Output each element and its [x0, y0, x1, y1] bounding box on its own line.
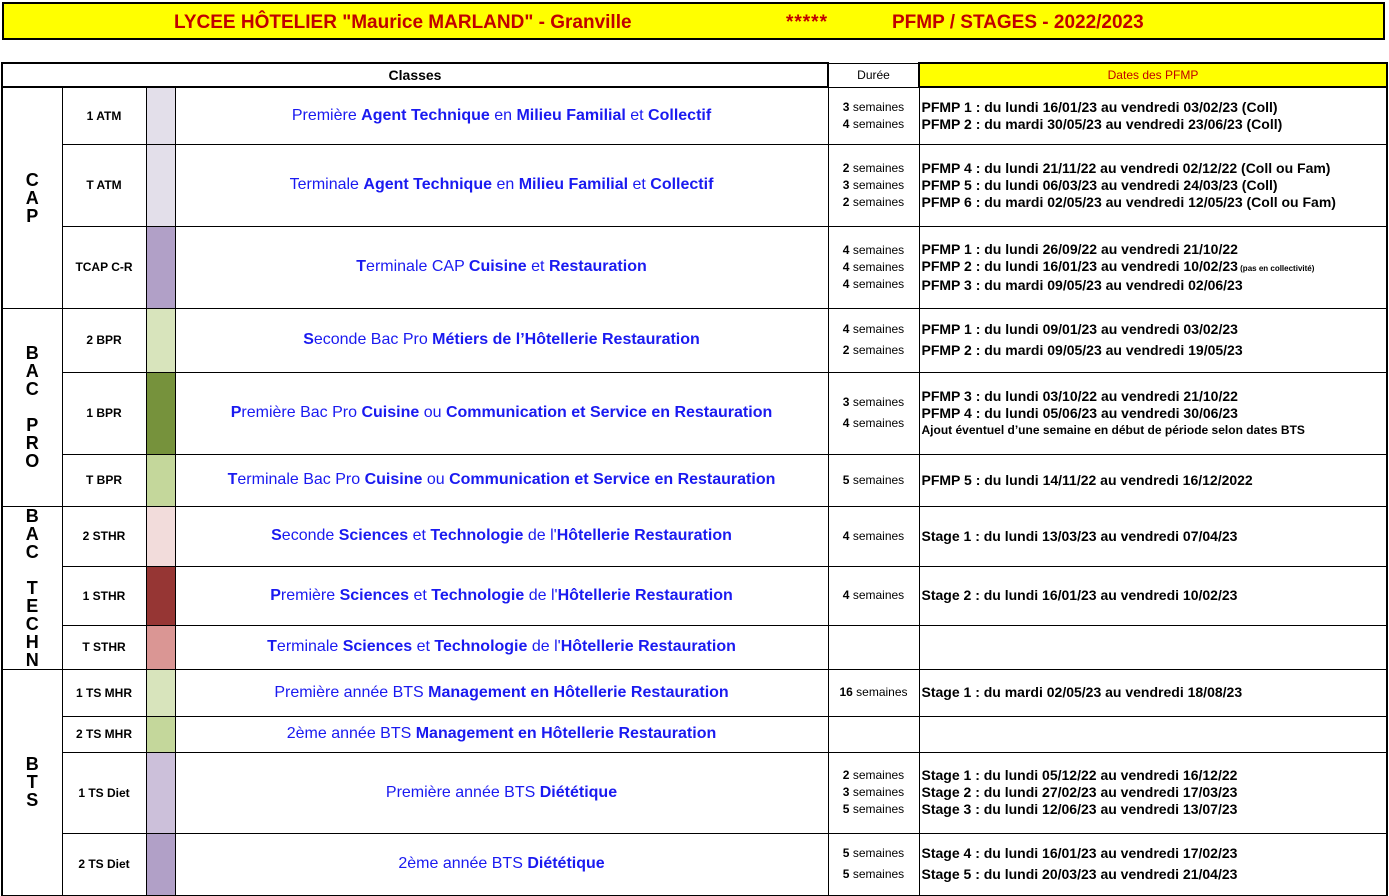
class-code: T STHR [62, 625, 146, 669]
group-label-text: C A P [25, 169, 39, 226]
class-title-part: Terminale [289, 176, 364, 193]
duration-cell [828, 308, 919, 372]
class-title-part: 2ème année BTS [398, 855, 528, 872]
pfmp-dates-cell [919, 87, 1387, 144]
pfmp-period [922, 99, 1387, 116]
class-title-part: econde Bac Pro [313, 331, 433, 348]
pfmp-dates-cell [919, 308, 1387, 372]
class-title [175, 625, 828, 669]
pfmp-table [1, 62, 1388, 896]
duration-weeks: 4 [842, 528, 850, 543]
duration-weeks: 5 [842, 802, 850, 816]
duration-cell [828, 226, 919, 308]
pfmp-dates-cell [919, 454, 1387, 506]
pfmp-period-text: PFMP 2 : du mardi 30/05/23 au vendredi 23/06/23 (Coll) [921, 115, 1283, 132]
group-label-text: B A C P R O [25, 343, 40, 471]
duration-line [829, 845, 919, 862]
pfmp-period [922, 422, 1387, 439]
pfmp-dates-cell [919, 144, 1387, 226]
class-title-part: Technologie [430, 527, 524, 545]
pfmp-period [922, 321, 1387, 338]
class-title-part: de l' [524, 586, 558, 604]
class-title [175, 752, 828, 833]
class-title-part: Restauration [548, 258, 647, 275]
pfmp-dates-cell [919, 669, 1387, 716]
class-color-swatch [146, 833, 175, 895]
duration-weeks: 3 [842, 785, 850, 799]
duration-unit: semaines [849, 867, 905, 881]
table-row [2, 625, 1387, 669]
class-title [175, 87, 828, 144]
table-row [2, 833, 1387, 895]
class-title [175, 454, 828, 506]
duration-cell [828, 833, 919, 895]
duration-unit: semaines [852, 685, 908, 699]
table-row [2, 226, 1387, 308]
pfmp-period [922, 845, 1387, 862]
duration-weeks: 5 [842, 846, 850, 860]
duration-weeks: 4 [842, 276, 850, 291]
duration-line [829, 472, 919, 489]
class-code: 1 ATM [62, 87, 146, 144]
duration-cell [828, 566, 919, 625]
pfmp-period-text: Stage 2 : du lundi 27/02/23 au vendredi 17/03/23 [921, 784, 1238, 800]
duration-unit: semaines [849, 160, 905, 175]
class-title [175, 669, 828, 716]
class-title-part: T [267, 638, 277, 656]
class-title-part: en [492, 176, 519, 193]
duration-unit: semaines [849, 785, 905, 799]
class-code: 1 TS MHR [62, 669, 146, 716]
pfmp-dates-cell [919, 372, 1387, 454]
class-title-part: Cuisine [364, 471, 423, 488]
pfmp-dates-cell [919, 625, 1387, 669]
group-label-bacpro [2, 308, 62, 506]
pfmp-period [922, 160, 1387, 177]
class-title-part: Management en Hôtellerie Restauration [415, 725, 717, 742]
pfmp-period-text: Stage 3 : du lundi 12/06/23 au vendredi 13/07/23 [921, 801, 1238, 817]
table-row [2, 454, 1387, 506]
class-title-part: Communication et Service en Restauration [445, 404, 773, 421]
table-row [2, 308, 1387, 372]
class-title-part: et [628, 176, 651, 193]
duration-weeks: 3 [842, 99, 850, 114]
duration-weeks: 4 [842, 242, 850, 257]
document-title: PFMP / STAGES - 2022/2023 [892, 12, 1144, 33]
duration-unit: semaines [849, 416, 905, 430]
duration-weeks: 2 [842, 768, 850, 782]
class-title-part: Première année BTS [385, 783, 540, 801]
class-color-swatch [146, 752, 175, 833]
pfmp-dates-cell [919, 833, 1387, 895]
class-color-swatch [146, 454, 175, 506]
duration-weeks: 16 [839, 685, 853, 699]
class-color-swatch [146, 669, 175, 716]
class-title-part: ou [422, 471, 450, 488]
duration-cell [828, 752, 919, 833]
group-label-text: B T S [25, 754, 39, 810]
pfmp-period-text: PFMP 2 : du lundi 16/01/23 au vendredi 10/02/23 [921, 257, 1238, 274]
class-title-part: et [408, 527, 431, 545]
class-code: 2 BPR [62, 308, 146, 372]
duration-unit: semaines [849, 99, 905, 114]
class-title-part: Milieu Familial [518, 176, 629, 193]
header-duree: Durée [828, 63, 919, 87]
duration-cell [828, 716, 919, 752]
header-dates: Dates des PFMP [919, 63, 1387, 87]
pfmp-period [922, 801, 1387, 818]
group-label-bts [2, 669, 62, 895]
pfmp-period [922, 767, 1387, 784]
duration-unit: semaines [849, 768, 905, 782]
duration-unit: semaines [849, 259, 905, 274]
pfmp-note: (pas en collectivité) [1237, 263, 1315, 273]
class-title-part: Collectif [650, 176, 714, 193]
duration-line [829, 767, 919, 784]
group-label-cap [2, 87, 62, 308]
class-color-swatch [146, 87, 175, 144]
pfmp-period-text: Stage 4 : du lundi 16/01/23 au vendredi 17/02/23 [921, 845, 1238, 861]
pfmp-period [922, 472, 1387, 489]
pfmp-period [922, 405, 1387, 422]
class-color-swatch [146, 716, 175, 752]
table-body [2, 87, 1387, 895]
class-title-part: remière Bac Pro [241, 404, 362, 421]
duration-weeks: 4 [842, 116, 850, 131]
pfmp-dates-cell [919, 566, 1387, 625]
group-label-text: B A C T E C H N [25, 506, 39, 669]
class-title-part: Sciences [339, 586, 409, 604]
class-code: 2 TS Diet [62, 833, 146, 895]
pfmp-period [922, 866, 1387, 883]
class-title-part: Agent Technique [363, 176, 492, 193]
pfmp-period [922, 277, 1387, 294]
class-title-part: erminale Bac Pro [237, 471, 365, 488]
class-color-swatch [146, 144, 175, 226]
duration-cell [828, 506, 919, 566]
duration-weeks: 4 [842, 322, 850, 336]
duration-weeks: 2 [842, 343, 850, 357]
duration-line [829, 587, 919, 604]
pfmp-period [922, 241, 1387, 258]
class-title-part: Sciences [338, 527, 409, 545]
duration-line [829, 784, 919, 801]
duration-line [829, 415, 919, 432]
duration-cell [828, 669, 919, 716]
duration-line [829, 116, 919, 133]
class-code: TCAP C-R [62, 226, 146, 308]
class-title [175, 833, 828, 895]
class-title-part: Cuisine [468, 258, 527, 275]
class-color-swatch [146, 308, 175, 372]
pfmp-dates-cell [919, 716, 1387, 752]
pfmp-period [922, 177, 1387, 194]
header-classes: Classes [2, 63, 828, 87]
duration-line [829, 160, 919, 177]
duration-weeks: 4 [842, 416, 850, 430]
class-title-part: P [270, 586, 281, 604]
duration-weeks: 4 [842, 259, 850, 274]
duration-line [829, 177, 919, 194]
class-code: T ATM [62, 144, 146, 226]
class-title [175, 716, 828, 752]
class-title-part: S [303, 331, 314, 348]
duration-unit: semaines [849, 116, 905, 131]
duration-cell [828, 625, 919, 669]
class-title-part: et [625, 106, 649, 124]
class-color-swatch [146, 226, 175, 308]
duration-unit: semaines [849, 395, 905, 409]
class-title-part: Hôtellerie Restauration [557, 586, 733, 604]
pfmp-period-text: PFMP 5 : du lundi 06/03/23 au vendredi 24/03/23 (Coll) [921, 176, 1278, 193]
duration-unit: semaines [849, 322, 905, 336]
pfmp-dates-cell [919, 226, 1387, 308]
pfmp-period-text: PFMP 1 : du lundi 16/01/23 au vendredi 03/02/23 (Coll) [921, 98, 1278, 115]
duration-line [829, 528, 919, 545]
duration-unit: semaines [849, 177, 905, 192]
duration-line [829, 99, 919, 116]
pfmp-period [922, 388, 1387, 405]
pfmp-period-text: Stage 1 : du lundi 05/12/22 au vendredi 16/12/22 [921, 767, 1238, 783]
pfmp-period-text: PFMP 4 : du lundi 05/06/23 au vendredi 30/06/23 [921, 404, 1238, 421]
class-title-part: en [489, 106, 517, 124]
class-code: 2 STHR [62, 506, 146, 566]
class-title-part: erminale CAP [366, 258, 469, 275]
class-title-part: ou [419, 404, 446, 421]
pfmp-period-text: PFMP 4 : du lundi 21/11/22 au vendredi 02/12/22 (Coll ou Fam) [921, 159, 1331, 176]
class-title-part: Management en Hôtellerie Restauration [428, 683, 729, 701]
duration-weeks: 5 [842, 867, 850, 881]
class-title-part: Diététique [539, 783, 618, 801]
duration-line [829, 259, 919, 276]
class-color-swatch [146, 506, 175, 566]
class-title-part: P [230, 404, 242, 421]
class-title [175, 144, 828, 226]
group-label-bactechn [2, 506, 62, 669]
pfmp-period-text: PFMP 5 : du lundi 14/11/22 au vendredi 16/12/2022 [921, 471, 1253, 488]
table-row [2, 566, 1387, 625]
class-code: 1 STHR [62, 566, 146, 625]
pfmp-period-text: Ajout éventuel d’une semaine en début de période selon dates BTS [921, 422, 1305, 437]
pfmp-period-text: PFMP 3 : du lundi 03/10/22 au vendredi 21/10/22 [921, 387, 1238, 404]
class-title-part: et [526, 258, 549, 275]
table-row [2, 372, 1387, 454]
duration-line [829, 276, 919, 293]
duration-cell [828, 87, 919, 144]
pfmp-period-text: PFMP 1 : du lundi 09/01/23 au vendredi 03/02/23 [921, 321, 1238, 337]
table-header-row [2, 63, 1387, 87]
pfmp-period [922, 587, 1387, 604]
class-color-swatch [146, 566, 175, 625]
duration-unit: semaines [849, 802, 905, 816]
pfmp-dates-cell [919, 506, 1387, 566]
pfmp-period [922, 258, 1387, 277]
class-title-part: Communication et Service en Restauration [449, 471, 776, 488]
class-title-part: et [412, 638, 435, 656]
class-title [175, 566, 828, 625]
class-title-part: et [409, 586, 432, 604]
table-row [2, 87, 1387, 144]
pfmp-period-text: Stage 2 : du lundi 16/01/23 au vendredi 10/02/23 [921, 587, 1238, 604]
class-title-part: Diététique [527, 855, 605, 872]
class-title-part: Sciences [342, 638, 413, 656]
table-row [2, 752, 1387, 833]
duration-cell [828, 372, 919, 454]
duration-line [829, 321, 919, 338]
duration-line [829, 342, 919, 359]
duration-line [829, 194, 919, 211]
class-title-part: Hôtellerie Restauration [560, 638, 736, 656]
duration-line [829, 394, 919, 411]
pfmp-period-text: PFMP 3 : du mardi 09/05/23 au vendredi 02/06/23 [921, 276, 1243, 293]
duration-unit: semaines [849, 846, 905, 860]
duration-cell [828, 144, 919, 226]
class-color-swatch [146, 372, 175, 454]
class-color-swatch [146, 625, 175, 669]
class-title-part: Technologie [431, 586, 525, 604]
pfmp-period-text: Stage 5 : du lundi 20/03/23 au vendredi 21/04/23 [921, 866, 1238, 882]
class-title-part: Première [291, 106, 362, 124]
class-title-part: de l' [527, 638, 561, 656]
duration-unit: semaines [849, 588, 905, 603]
duration-unit: semaines [849, 242, 905, 257]
duration-unit: semaines [849, 194, 905, 209]
class-code: 1 TS Diet [62, 752, 146, 833]
class-title-part: Collectif [648, 106, 712, 124]
duration-weeks: 5 [842, 472, 850, 487]
class-title [175, 372, 828, 454]
class-title-part: T [356, 258, 367, 275]
pfmp-period-text: Stage 1 : du mardi 02/05/23 au vendredi 18/08/23 [921, 684, 1243, 700]
duration-line [829, 801, 919, 818]
class-code: 2 TS MHR [62, 716, 146, 752]
pfmp-period-text: Stage 1 : du lundi 13/03/23 au vendredi 07/04/23 [921, 527, 1238, 544]
title-banner [2, 2, 1385, 40]
pfmp-period [922, 784, 1387, 801]
class-title [175, 506, 828, 566]
class-title-part: T [227, 471, 238, 488]
table-row [2, 716, 1387, 752]
stars-separator: ***** [786, 12, 828, 33]
class-title-part: S [271, 527, 282, 545]
duration-unit: semaines [849, 276, 905, 291]
class-title [175, 226, 828, 308]
duration-unit: semaines [849, 472, 905, 487]
duration-weeks: 2 [842, 160, 850, 175]
class-title-part: Agent Technique [361, 106, 490, 124]
table-row [2, 669, 1387, 716]
duration-weeks: 3 [842, 177, 850, 192]
pfmp-period-text: PFMP 1 : du lundi 26/09/22 au vendredi 21/10/22 [921, 240, 1238, 257]
class-title-part: Technologie [434, 638, 528, 656]
class-title-part: Cuisine [361, 404, 420, 421]
pfmp-period [922, 342, 1387, 359]
class-title-part: de l' [523, 527, 557, 545]
class-title-part: erminale [276, 638, 343, 656]
pfmp-period [922, 684, 1387, 701]
duration-unit: semaines [849, 343, 905, 357]
class-title-part: Métiers de l’Hôtellerie Restauration [432, 331, 700, 348]
school-name: LYCEE HÔTELIER "Maurice MARLAND" - Granville [174, 12, 632, 33]
pfmp-period [922, 528, 1387, 545]
class-title-part: Hôtellerie Restauration [556, 527, 732, 545]
pfmp-period [922, 194, 1387, 211]
pfmp-period-text: PFMP 2 : du mardi 09/05/23 au vendredi 19/05/23 [921, 342, 1243, 358]
pfmp-period-text: PFMP 6 : du mardi 02/05/23 au vendredi 12/05/23 (Coll ou Fam) [921, 193, 1336, 210]
pfmp-dates-cell [919, 752, 1387, 833]
class-title-part: 2ème année BTS [286, 725, 416, 742]
class-title-part: econde [281, 527, 339, 545]
table-row [2, 506, 1387, 566]
duration-cell [828, 454, 919, 506]
class-title-part: Milieu Familial [516, 106, 626, 124]
duration-line [829, 866, 919, 883]
class-code: 1 BPR [62, 372, 146, 454]
class-code: T BPR [62, 454, 146, 506]
duration-unit: semaines [849, 528, 905, 543]
duration-weeks: 4 [842, 588, 850, 603]
class-title [175, 308, 828, 372]
class-title-part: remière [280, 586, 340, 604]
duration-weeks: 2 [842, 194, 850, 209]
duration-line [829, 684, 919, 701]
pfmp-period [922, 116, 1387, 133]
class-title-part: Première année BTS [274, 683, 429, 701]
duration-weeks: 3 [842, 395, 850, 409]
table-row [2, 144, 1387, 226]
duration-line [829, 242, 919, 259]
